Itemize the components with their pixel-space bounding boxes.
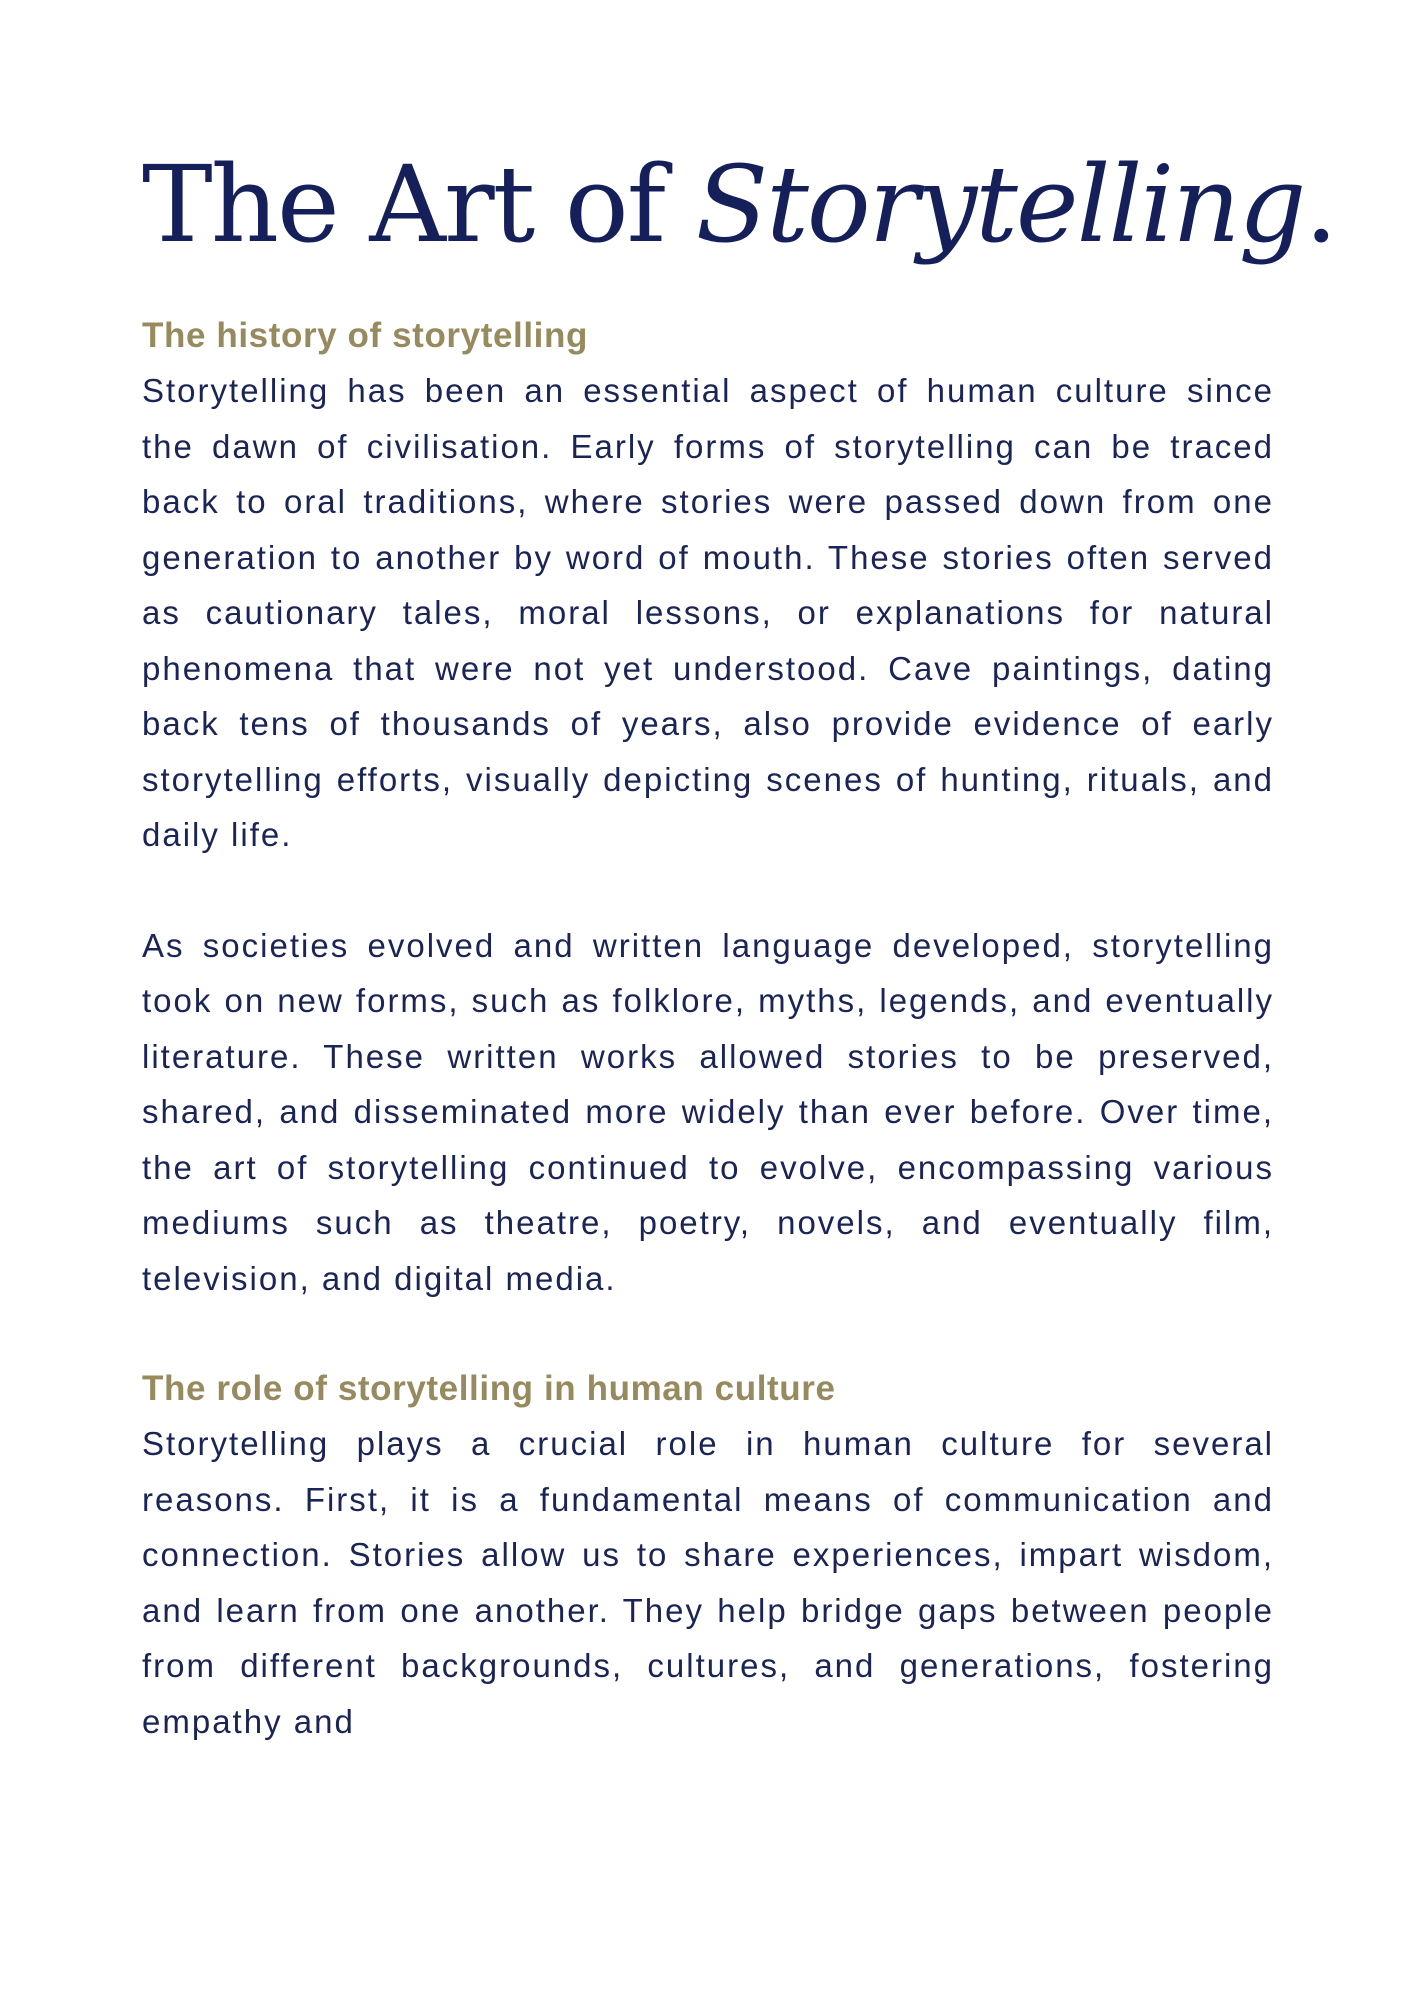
section-heading-history: The history of storytelling (142, 316, 588, 355)
document-page (142, 130, 1337, 1749)
section-role (142, 1361, 1274, 1749)
title-plain: The Art of (142, 143, 664, 266)
section-history (142, 308, 1274, 1306)
paragraph-history-1: Storytelling has been an essential aspect of human culture since the dawn of civilisation. Early forms of storytelling can be traced back to oral traditions, where stories were passed down from one generation to another by word of mouth. These stories often served as cautionary tales, moral lessons, or explanations for natural phenomena that were not yet understood. Cave paintings, dating back tens of thousands of years, also provide evidence of early storytelling efforts, visually depicting scenes of hunting, rituals, and daily life. (142, 372, 1274, 853)
section-heading-role: The role of storytelling in human culture (142, 1369, 836, 1408)
paragraph-history-2: As societies evolved and written language developed, storytelling took on new forms, such as folklore, myths, legends, and eventually literature. These written works allowed stories to be preserved, shared, and disseminated more widely than ever before. Over time, the art of storytelling continued to evolve, encompassing various mediums such as theatre, poetry, novels, and eventually film, television, and digital media. (142, 926, 1274, 1297)
title-italic: Storytelling (695, 143, 1305, 266)
title-period: . (1304, 143, 1337, 266)
document-title (142, 130, 1337, 280)
paragraph-role-1: Storytelling plays a crucial role in human culture for several reasons. First, it is a fundamental means of communication and connection. Stories allow us to share experiences, impart wisdom, and learn from one another. They help bridge gaps between people from different backgrounds, cultures, and generations, fostering empathy and (142, 1425, 1274, 1740)
